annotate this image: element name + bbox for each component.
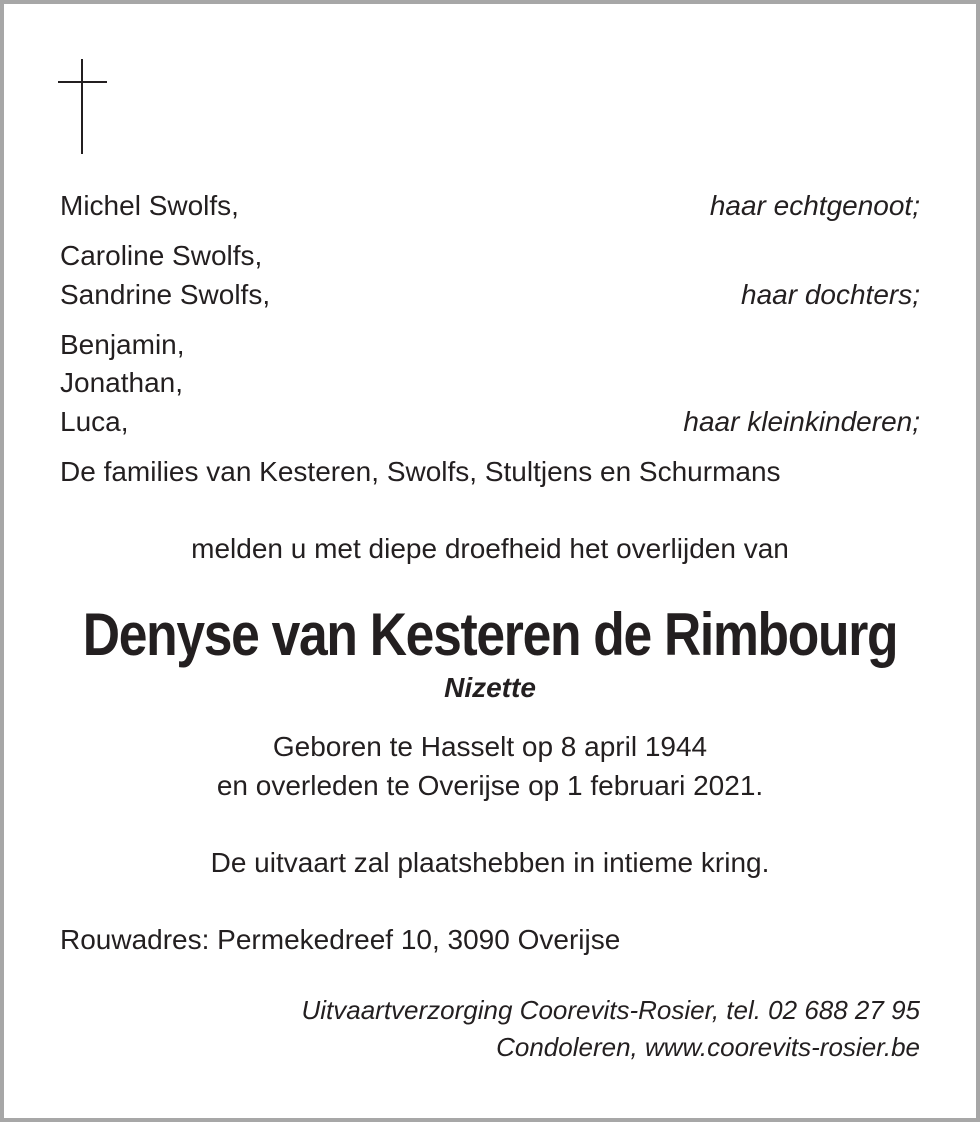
cross-icon <box>58 59 107 154</box>
funeral-note: De uitvaart zal plaatshebben in intieme kring. <box>210 847 770 878</box>
spouse-name: Michel Swolfs, <box>60 190 239 221</box>
families-line: De families van Kesteren, Swolfs, Stultjens en Schurmans <box>60 456 781 487</box>
death-line: en overleden te Overijse op 1 februari 2021. <box>216 770 764 801</box>
condolence-line: Condoleren, www.coorevits-rosier.be <box>496 1032 920 1062</box>
grandchildren-relation: haar kleinkinderen; <box>683 406 920 437</box>
grandchild-name: Jonathan, <box>60 367 183 398</box>
spouse-relation: haar echtgenoot; <box>709 190 920 221</box>
birth-line: Geboren te Hasselt op 8 april 1944 <box>272 731 708 762</box>
deceased-nickname: Nizette <box>444 672 536 703</box>
announcement: melden u met diepe droefheid het overlijden van <box>191 533 789 564</box>
grandchild-name: Luca, <box>60 406 129 437</box>
deceased-name: Denyse van Kesteren de Rimbourg <box>82 601 898 668</box>
mourning-address: Rouwadres: Permekedreef 10, 3090 Overijse <box>60 924 621 955</box>
undertaker-line: Uitvaartverzorging Coorevits-Rosier, tel. 02 688 27 95 <box>301 995 920 1025</box>
daughters-relation: haar dochters; <box>741 279 920 310</box>
daughter-name: Caroline Swolfs, <box>60 240 263 271</box>
daughter-name: Sandrine Swolfs, <box>60 279 271 310</box>
grandchild-name: Benjamin, <box>60 329 185 360</box>
